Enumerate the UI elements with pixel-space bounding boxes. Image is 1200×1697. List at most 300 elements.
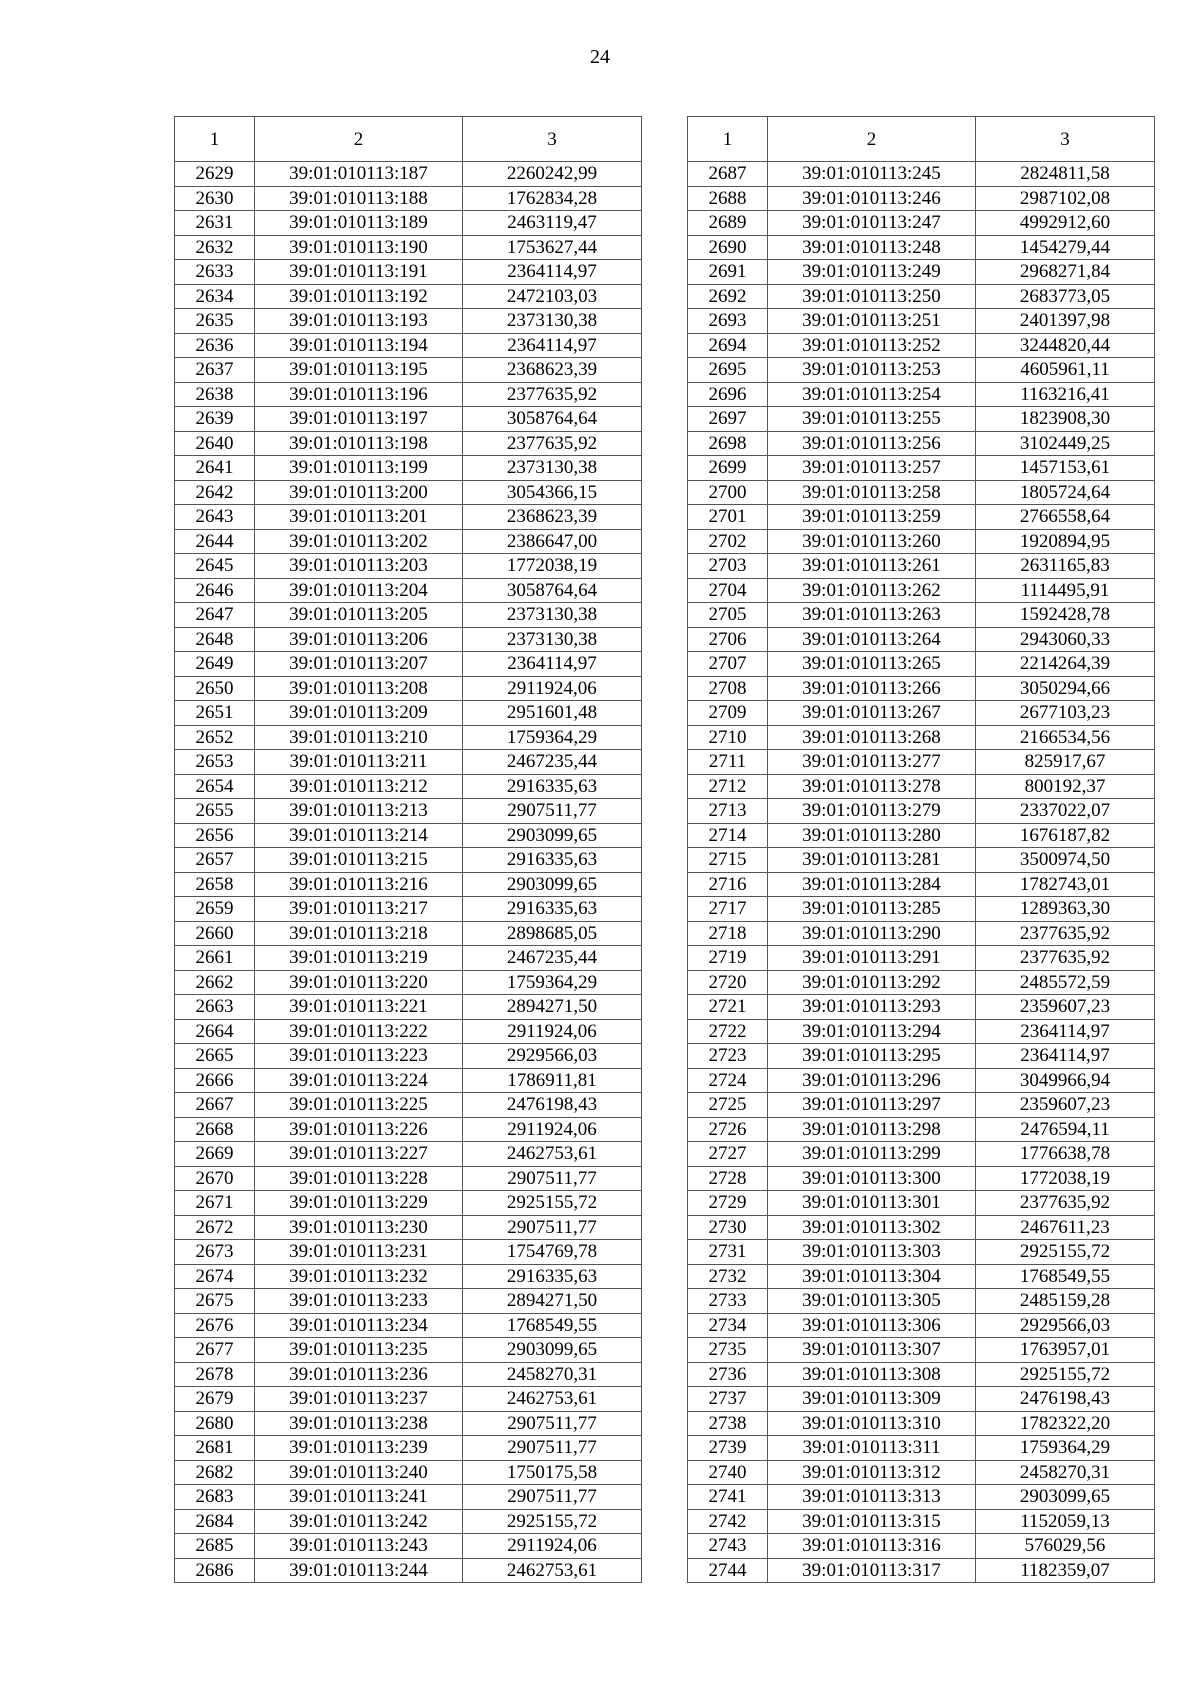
cell-value: 2916335,63 — [463, 848, 642, 873]
cell-row-number: 2686 — [175, 1558, 255, 1583]
cell-value: 2911924,06 — [463, 1534, 642, 1559]
table-row — [175, 1289, 642, 1314]
cell-row-number: 2711 — [688, 750, 768, 775]
cell-cadastral-id: 39:01:010113:239 — [255, 1436, 463, 1461]
table-row — [688, 774, 1155, 799]
table-row — [688, 725, 1155, 750]
cell-cadastral-id: 39:01:010113:315 — [768, 1509, 976, 1534]
cell-value: 1772038,19 — [463, 554, 642, 579]
table-row — [175, 480, 642, 505]
cell-value: 2377635,92 — [976, 946, 1155, 971]
cell-value: 1676187,82 — [976, 823, 1155, 848]
table-row — [175, 1093, 642, 1118]
table-row — [688, 1509, 1155, 1534]
cell-cadastral-id: 39:01:010113:250 — [768, 284, 976, 309]
cell-row-number: 2703 — [688, 554, 768, 579]
cell-row-number: 2719 — [688, 946, 768, 971]
cell-cadastral-id: 39:01:010113:192 — [255, 284, 463, 309]
cell-cadastral-id: 39:01:010113:253 — [768, 358, 976, 383]
table-header-row — [688, 117, 1155, 162]
table-row — [688, 333, 1155, 358]
cell-cadastral-id: 39:01:010113:301 — [768, 1191, 976, 1216]
cell-row-number: 2680 — [175, 1411, 255, 1436]
table-row — [175, 1068, 642, 1093]
table-row — [175, 1387, 642, 1412]
cell-row-number: 2741 — [688, 1485, 768, 1510]
table-row — [688, 1460, 1155, 1485]
cell-row-number: 2673 — [175, 1240, 255, 1265]
cell-cadastral-id: 39:01:010113:246 — [768, 186, 976, 211]
table-row — [175, 260, 642, 285]
cell-cadastral-id: 39:01:010113:249 — [768, 260, 976, 285]
cell-cadastral-id: 39:01:010113:292 — [768, 970, 976, 995]
table-row — [175, 407, 642, 432]
cell-row-number: 2656 — [175, 823, 255, 848]
cell-cadastral-id: 39:01:010113:300 — [768, 1166, 976, 1191]
table-body — [688, 162, 1155, 1583]
cell-value: 2364114,97 — [463, 333, 642, 358]
cell-row-number: 2738 — [688, 1411, 768, 1436]
cell-value: 1805724,64 — [976, 480, 1155, 505]
cell-cadastral-id: 39:01:010113:280 — [768, 823, 976, 848]
cell-cadastral-id: 39:01:010113:308 — [768, 1362, 976, 1387]
cell-row-number: 2717 — [688, 897, 768, 922]
column-header-cadastral-id: 2 — [768, 117, 976, 162]
cell-row-number: 2726 — [688, 1117, 768, 1142]
table-row — [175, 921, 642, 946]
table-row — [688, 1215, 1155, 1240]
cell-value: 2903099,65 — [463, 872, 642, 897]
cell-value: 1182359,07 — [976, 1558, 1155, 1583]
table-row — [688, 186, 1155, 211]
cell-row-number: 2661 — [175, 946, 255, 971]
table-row — [688, 1313, 1155, 1338]
cell-row-number: 2660 — [175, 921, 255, 946]
table-row — [688, 1117, 1155, 1142]
table-row — [688, 480, 1155, 505]
cell-cadastral-id: 39:01:010113:190 — [255, 235, 463, 260]
cell-cadastral-id: 39:01:010113:290 — [768, 921, 976, 946]
cell-row-number: 2678 — [175, 1362, 255, 1387]
cell-value: 2894271,50 — [463, 1289, 642, 1314]
table-row — [175, 1411, 642, 1436]
table-row — [175, 676, 642, 701]
cell-row-number: 2681 — [175, 1436, 255, 1461]
cell-value: 2364114,97 — [976, 1019, 1155, 1044]
cell-value: 2214264,39 — [976, 652, 1155, 677]
cell-value: 1782743,01 — [976, 872, 1155, 897]
cell-row-number: 2702 — [688, 529, 768, 554]
cell-value: 2467235,44 — [463, 946, 642, 971]
cell-value: 1759364,29 — [463, 970, 642, 995]
table-row — [688, 382, 1155, 407]
cell-value: 2907511,77 — [463, 1166, 642, 1191]
cell-value: 1782322,20 — [976, 1411, 1155, 1436]
cell-cadastral-id: 39:01:010113:245 — [768, 162, 976, 187]
table-row — [175, 897, 642, 922]
page-number: 24 — [590, 46, 610, 68]
cell-value: 1768549,55 — [463, 1313, 642, 1338]
table-row — [688, 1362, 1155, 1387]
cell-row-number: 2652 — [175, 725, 255, 750]
table-row — [688, 1289, 1155, 1314]
cell-row-number: 2663 — [175, 995, 255, 1020]
cell-cadastral-id: 39:01:010113:202 — [255, 529, 463, 554]
cell-value: 2359607,23 — [976, 995, 1155, 1020]
cell-value: 1776638,78 — [976, 1142, 1155, 1167]
cell-value: 4992912,60 — [976, 211, 1155, 236]
table-row — [688, 848, 1155, 873]
cell-cadastral-id: 39:01:010113:261 — [768, 554, 976, 579]
cell-value: 2907511,77 — [463, 1411, 642, 1436]
cell-cadastral-id: 39:01:010113:266 — [768, 676, 976, 701]
cell-row-number: 2646 — [175, 578, 255, 603]
table-row — [175, 162, 642, 187]
cell-value: 2766558,64 — [976, 505, 1155, 530]
cell-value: 2364114,97 — [463, 260, 642, 285]
table-row — [175, 799, 642, 824]
cell-cadastral-id: 39:01:010113:297 — [768, 1093, 976, 1118]
cell-value: 825917,67 — [976, 750, 1155, 775]
cell-row-number: 2691 — [688, 260, 768, 285]
cell-cadastral-id: 39:01:010113:221 — [255, 995, 463, 1020]
cell-cadastral-id: 39:01:010113:241 — [255, 1485, 463, 1510]
cell-row-number: 2714 — [688, 823, 768, 848]
cell-row-number: 2698 — [688, 431, 768, 456]
cadastral-table-left — [174, 116, 642, 1583]
table-row — [175, 431, 642, 456]
table-row — [688, 1411, 1155, 1436]
cell-value: 2903099,65 — [463, 823, 642, 848]
cell-row-number: 2725 — [688, 1093, 768, 1118]
cell-value: 2894271,50 — [463, 995, 642, 1020]
table-row — [688, 431, 1155, 456]
cell-cadastral-id: 39:01:010113:235 — [255, 1338, 463, 1363]
cell-value: 2476198,43 — [976, 1387, 1155, 1412]
cell-value: 1763957,01 — [976, 1338, 1155, 1363]
cell-value: 2260242,99 — [463, 162, 642, 187]
table-row — [688, 162, 1155, 187]
cell-row-number: 2677 — [175, 1338, 255, 1363]
cell-value: 2166534,56 — [976, 725, 1155, 750]
cell-value: 2472103,03 — [463, 284, 642, 309]
cell-row-number: 2705 — [688, 603, 768, 628]
table-row — [175, 333, 642, 358]
cell-value: 2476594,11 — [976, 1117, 1155, 1142]
cell-cadastral-id: 39:01:010113:279 — [768, 799, 976, 824]
table-row — [688, 995, 1155, 1020]
cell-cadastral-id: 39:01:010113:199 — [255, 456, 463, 481]
cell-row-number: 2664 — [175, 1019, 255, 1044]
cell-cadastral-id: 39:01:010113:207 — [255, 652, 463, 677]
cell-row-number: 2638 — [175, 382, 255, 407]
cell-cadastral-id: 39:01:010113:234 — [255, 1313, 463, 1338]
cell-cadastral-id: 39:01:010113:294 — [768, 1019, 976, 1044]
cell-value: 2907511,77 — [463, 1485, 642, 1510]
cell-value: 2373130,38 — [463, 627, 642, 652]
cell-value: 1823908,30 — [976, 407, 1155, 432]
cell-cadastral-id: 39:01:010113:218 — [255, 921, 463, 946]
cell-row-number: 2733 — [688, 1289, 768, 1314]
cell-row-number: 2697 — [688, 407, 768, 432]
table-row — [175, 358, 642, 383]
cell-row-number: 2666 — [175, 1068, 255, 1093]
table-row — [175, 701, 642, 726]
table-row — [688, 1142, 1155, 1167]
cell-row-number: 2634 — [175, 284, 255, 309]
table-row — [175, 970, 642, 995]
cell-row-number: 2671 — [175, 1191, 255, 1216]
cell-value: 2929566,03 — [463, 1044, 642, 1069]
table-row — [175, 725, 642, 750]
table-row — [175, 1044, 642, 1069]
cell-cadastral-id: 39:01:010113:220 — [255, 970, 463, 995]
table-row — [175, 1142, 642, 1167]
cell-row-number: 2674 — [175, 1264, 255, 1289]
cell-value: 2916335,63 — [463, 1264, 642, 1289]
cell-cadastral-id: 39:01:010113:206 — [255, 627, 463, 652]
cell-value: 2368623,39 — [463, 358, 642, 383]
cell-row-number: 2682 — [175, 1460, 255, 1485]
cell-value: 1114495,91 — [976, 578, 1155, 603]
cell-cadastral-id: 39:01:010113:223 — [255, 1044, 463, 1069]
column-header-value: 3 — [976, 117, 1155, 162]
cell-cadastral-id: 39:01:010113:230 — [255, 1215, 463, 1240]
cell-row-number: 2713 — [688, 799, 768, 824]
cell-row-number: 2687 — [688, 162, 768, 187]
cell-value: 2377635,92 — [976, 1191, 1155, 1216]
cell-value: 2373130,38 — [463, 603, 642, 628]
cell-row-number: 2701 — [688, 505, 768, 530]
cell-row-number: 2685 — [175, 1534, 255, 1559]
cell-value: 2911924,06 — [463, 1117, 642, 1142]
cell-row-number: 2739 — [688, 1436, 768, 1461]
cell-value: 2943060,33 — [976, 627, 1155, 652]
cell-row-number: 2650 — [175, 676, 255, 701]
cell-row-number: 2657 — [175, 848, 255, 873]
table-row — [175, 211, 642, 236]
cell-row-number: 2699 — [688, 456, 768, 481]
column-header-number: 1 — [175, 117, 255, 162]
table-row — [175, 995, 642, 1020]
table-row — [175, 774, 642, 799]
cell-row-number: 2672 — [175, 1215, 255, 1240]
cell-value: 2907511,77 — [463, 1436, 642, 1461]
cell-value: 576029,56 — [976, 1534, 1155, 1559]
cell-row-number: 2716 — [688, 872, 768, 897]
table-row — [175, 848, 642, 873]
cell-value: 2462753,61 — [463, 1558, 642, 1583]
cell-value: 2377635,92 — [463, 431, 642, 456]
cell-value: 2824811,58 — [976, 162, 1155, 187]
table-row — [688, 799, 1155, 824]
table-row — [175, 529, 642, 554]
column-header-value: 3 — [463, 117, 642, 162]
cell-value: 3049966,94 — [976, 1068, 1155, 1093]
cell-row-number: 2642 — [175, 480, 255, 505]
table-row — [688, 284, 1155, 309]
cell-row-number: 2721 — [688, 995, 768, 1020]
cell-row-number: 2718 — [688, 921, 768, 946]
cell-value: 3058764,64 — [463, 578, 642, 603]
cell-value: 2458270,31 — [463, 1362, 642, 1387]
cell-cadastral-id: 39:01:010113:232 — [255, 1264, 463, 1289]
cell-value: 2463119,47 — [463, 211, 642, 236]
cell-row-number: 2675 — [175, 1289, 255, 1314]
cell-cadastral-id: 39:01:010113:251 — [768, 309, 976, 334]
cell-value: 2467235,44 — [463, 750, 642, 775]
cell-row-number: 2740 — [688, 1460, 768, 1485]
table-row — [175, 946, 642, 971]
cell-cadastral-id: 39:01:010113:313 — [768, 1485, 976, 1510]
cell-cadastral-id: 39:01:010113:209 — [255, 701, 463, 726]
cell-cadastral-id: 39:01:010113:205 — [255, 603, 463, 628]
cell-row-number: 2683 — [175, 1485, 255, 1510]
cell-cadastral-id: 39:01:010113:293 — [768, 995, 976, 1020]
cell-cadastral-id: 39:01:010113:238 — [255, 1411, 463, 1436]
cell-row-number: 2641 — [175, 456, 255, 481]
cell-cadastral-id: 39:01:010113:303 — [768, 1240, 976, 1265]
table-row — [175, 578, 642, 603]
cell-cadastral-id: 39:01:010113:247 — [768, 211, 976, 236]
cell-row-number: 2731 — [688, 1240, 768, 1265]
cell-row-number: 2706 — [688, 627, 768, 652]
cell-value: 1920894,95 — [976, 529, 1155, 554]
cell-value: 2898685,05 — [463, 921, 642, 946]
cell-value: 3102449,25 — [976, 431, 1155, 456]
cell-row-number: 2732 — [688, 1264, 768, 1289]
cell-cadastral-id: 39:01:010113:195 — [255, 358, 463, 383]
table-row — [175, 823, 642, 848]
table-row — [175, 627, 642, 652]
table-row — [175, 1485, 642, 1510]
table-row — [175, 1558, 642, 1583]
table-row — [688, 211, 1155, 236]
cell-cadastral-id: 39:01:010113:213 — [255, 799, 463, 824]
cell-cadastral-id: 39:01:010113:228 — [255, 1166, 463, 1191]
table-row — [688, 603, 1155, 628]
cell-cadastral-id: 39:01:010113:255 — [768, 407, 976, 432]
cell-row-number: 2708 — [688, 676, 768, 701]
table-row — [688, 529, 1155, 554]
table-row — [688, 872, 1155, 897]
cell-cadastral-id: 39:01:010113:237 — [255, 1387, 463, 1412]
table-row — [688, 970, 1155, 995]
cell-row-number: 2643 — [175, 505, 255, 530]
cell-value: 3054366,15 — [463, 480, 642, 505]
cell-cadastral-id: 39:01:010113:187 — [255, 162, 463, 187]
cell-cadastral-id: 39:01:010113:277 — [768, 750, 976, 775]
table-row — [688, 701, 1155, 726]
cell-value: 1750175,58 — [463, 1460, 642, 1485]
table-row — [175, 1191, 642, 1216]
cell-row-number: 2629 — [175, 162, 255, 187]
cell-value: 2925155,72 — [976, 1362, 1155, 1387]
cell-cadastral-id: 39:01:010113:278 — [768, 774, 976, 799]
table-row — [688, 1068, 1155, 1093]
cell-row-number: 2737 — [688, 1387, 768, 1412]
cell-row-number: 2632 — [175, 235, 255, 260]
cell-cadastral-id: 39:01:010113:281 — [768, 848, 976, 873]
cell-row-number: 2735 — [688, 1338, 768, 1363]
cell-value: 2458270,31 — [976, 1460, 1155, 1485]
cell-row-number: 2709 — [688, 701, 768, 726]
table-row — [688, 1093, 1155, 1118]
cell-cadastral-id: 39:01:010113:254 — [768, 382, 976, 407]
cell-cadastral-id: 39:01:010113:197 — [255, 407, 463, 432]
cell-row-number: 2694 — [688, 333, 768, 358]
cell-cadastral-id: 39:01:010113:311 — [768, 1436, 976, 1461]
cell-cadastral-id: 39:01:010113:211 — [255, 750, 463, 775]
cell-row-number: 2724 — [688, 1068, 768, 1093]
cell-row-number: 2670 — [175, 1166, 255, 1191]
table-row — [175, 309, 642, 334]
cell-value: 4605961,11 — [976, 358, 1155, 383]
cell-row-number: 2669 — [175, 1142, 255, 1167]
cell-value: 2903099,65 — [976, 1485, 1155, 1510]
cell-cadastral-id: 39:01:010113:203 — [255, 554, 463, 579]
cell-value: 1754769,78 — [463, 1240, 642, 1265]
cell-value: 1457153,61 — [976, 456, 1155, 481]
cell-cadastral-id: 39:01:010113:222 — [255, 1019, 463, 1044]
cell-row-number: 2630 — [175, 186, 255, 211]
cell-value: 1152059,13 — [976, 1509, 1155, 1534]
cell-cadastral-id: 39:01:010113:268 — [768, 725, 976, 750]
cell-row-number: 2693 — [688, 309, 768, 334]
cell-value: 2359607,23 — [976, 1093, 1155, 1118]
cell-row-number: 2690 — [688, 235, 768, 260]
cell-row-number: 2662 — [175, 970, 255, 995]
cell-value: 800192,37 — [976, 774, 1155, 799]
cell-value: 3244820,44 — [976, 333, 1155, 358]
table-row — [688, 823, 1155, 848]
cell-value: 2903099,65 — [463, 1338, 642, 1363]
table-row — [175, 382, 642, 407]
cell-value: 2377635,92 — [463, 382, 642, 407]
cell-cadastral-id: 39:01:010113:252 — [768, 333, 976, 358]
cell-cadastral-id: 39:01:010113:257 — [768, 456, 976, 481]
table-row — [688, 505, 1155, 530]
cell-cadastral-id: 39:01:010113:227 — [255, 1142, 463, 1167]
table-row — [688, 1019, 1155, 1044]
cell-row-number: 2710 — [688, 725, 768, 750]
cell-row-number: 2633 — [175, 260, 255, 285]
table-row — [688, 309, 1155, 334]
cell-row-number: 2649 — [175, 652, 255, 677]
table-row — [175, 284, 642, 309]
table-header-row — [175, 117, 642, 162]
cell-row-number: 2728 — [688, 1166, 768, 1191]
table-row — [688, 1534, 1155, 1559]
cell-row-number: 2644 — [175, 529, 255, 554]
table-row — [688, 358, 1155, 383]
cell-value: 2925155,72 — [463, 1509, 642, 1534]
cell-value: 2462753,61 — [463, 1387, 642, 1412]
table-row — [175, 1215, 642, 1240]
cell-row-number: 2689 — [688, 211, 768, 236]
table-row — [688, 1558, 1155, 1583]
cell-cadastral-id: 39:01:010113:284 — [768, 872, 976, 897]
table-row — [175, 750, 642, 775]
cell-value: 1762834,28 — [463, 186, 642, 211]
cell-cadastral-id: 39:01:010113:298 — [768, 1117, 976, 1142]
cell-cadastral-id: 39:01:010113:302 — [768, 1215, 976, 1240]
cell-value: 2907511,77 — [463, 1215, 642, 1240]
cell-cadastral-id: 39:01:010113:263 — [768, 603, 976, 628]
cell-value: 1772038,19 — [976, 1166, 1155, 1191]
table-row — [688, 407, 1155, 432]
table-row — [688, 1191, 1155, 1216]
